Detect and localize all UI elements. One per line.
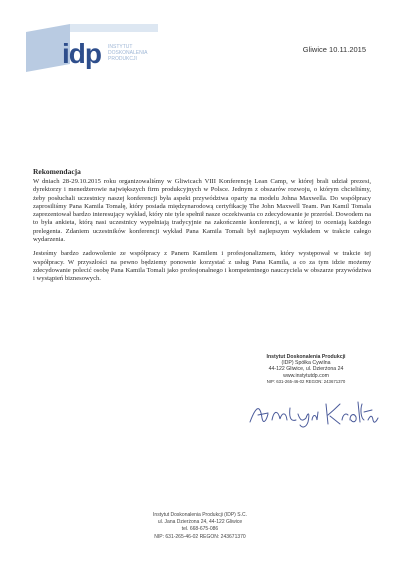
handwritten-signature <box>246 398 380 430</box>
footer-line: ul. Jana Dzierżona 24, 44-122 Gliwice <box>157 519 243 526</box>
paragraph: W dniach 28-29.10.2015 roku organizowaliśmy w Gliwicach VIII Konferencję Lean Camp, w której brali udział prezesi, dyrektorzy i menedżerowie największych firm produkcyjnych w Polsce. Jednym z obszarów rozwoju, o którym chcieliśmy, żeby posłuchali uczestnicy naszej konferencji była aspekt przywództwa oparty na modelu Johna Maxwella. Do współpracy zaprosiliśmy Pana Kamila Tomalę, który posiada międzynarodową certyfikację The John Maxwell Team. Pan Kamil Tomala zaprezentował bardzo interesujący wykład, który nie tyle spełnił nasze oczekiwania co zdecydowanie je przerósł. Dowodem na to była ankieta, którą nasi uczestnicy wypełniają tradycyjnie na zakończenie konferencji, a w której to oceniają każdego prelegenta. Zdaniem uczestników konferencji wykład Pana Kamila Tomali był najlepszym wykładem w trakcie całego wydarzenia. <box>33 178 371 244</box>
footer-line: tel. 668-675-086 <box>181 526 219 533</box>
stamp-line: Instytut Doskonalenia Produkcji <box>266 354 346 360</box>
stamp-line: NIP: 631-265-46-02 REGON: 243671370 <box>266 378 346 384</box>
letter-date: Gliwice 10.11.2015 <box>302 45 366 54</box>
stamp-line: (IDP) Spółka Cywilna <box>281 360 331 367</box>
letter-footer <box>0 512 400 541</box>
footer-line: NIP: 631-265-46-02 REGON: 243671370 <box>154 533 246 540</box>
letter-body <box>33 178 371 290</box>
stamp-line: 44-122 Gliwice, ul. Dzierżona 24 <box>268 366 344 373</box>
logo-subtitle: INSTYTUT DOSKONALENIA PRODUKCJI <box>108 44 148 62</box>
footer-line: Instytut Doskonalenia Produkcji (IDP) S.C. <box>153 512 247 518</box>
stamp-line: www.instytutdp.com <box>283 372 329 379</box>
company-stamp <box>246 354 366 385</box>
letter-subject: Rekomendacja <box>33 167 81 176</box>
logo-text: idp <box>62 38 101 69</box>
paragraph: Jesteśmy bardzo zadowolenie ze współpracy z Panem Kamilem i profesjonalizmem, który występował w trakcie tej współpracy. W przyszłości na pewno będziemy ponownie korzystać z usług Pana Kamila, a co za tym idzie możemy zdecydowanie polecić osobę Pana Kamila Tomali jako profesjonalnego i kompetentnego nauczyciela w obszarze przywództwa i wystąpień biznesowych. <box>33 250 371 283</box>
